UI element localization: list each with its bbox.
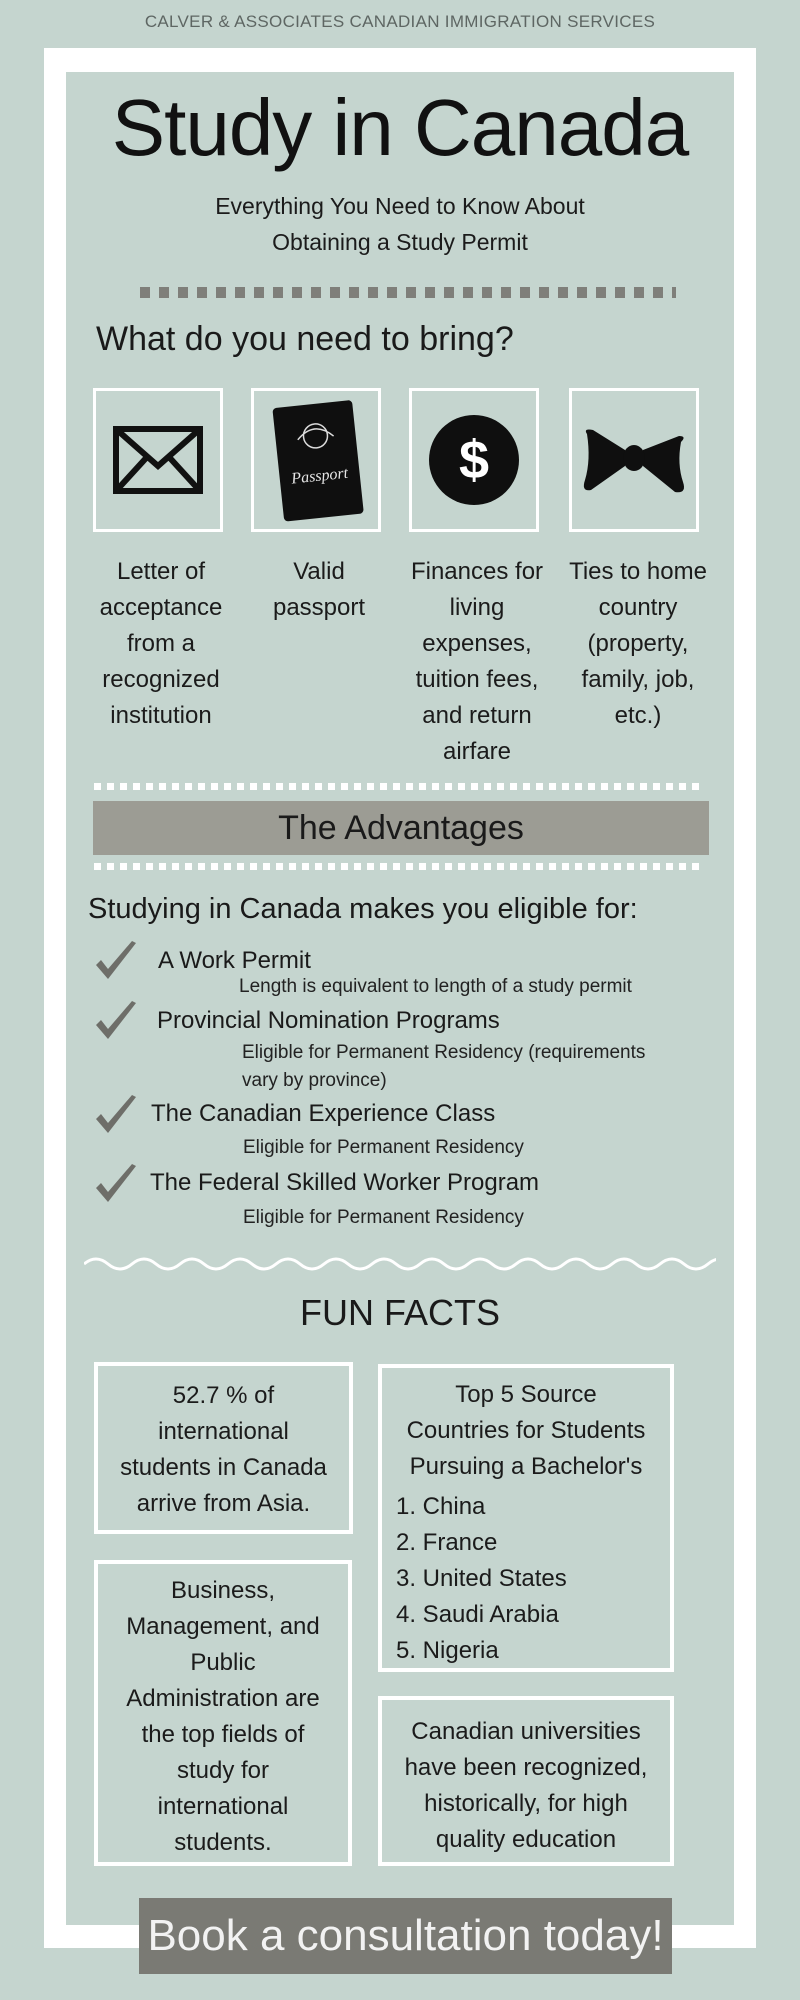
list-item: 2. France: [396, 1529, 498, 1556]
checkmark-icon: [92, 999, 140, 1047]
svg-text:Passport: Passport: [290, 464, 349, 488]
white-dotted-divider-bottom: [94, 863, 702, 870]
fact-box-quality: Canadian universities have been recognized, historically, for high quality education: [378, 1696, 674, 1866]
top-countries-list: [396, 1489, 670, 1669]
bring-label-finances: Finances for living expenses, tuition fees, and return airfare: [410, 558, 544, 765]
advantage-title-provincial: Provincial Nomination Programs: [157, 1007, 500, 1034]
passport-icon: [266, 398, 366, 522]
bow-tie-icon: [579, 420, 689, 500]
list-item: 3. United States: [396, 1565, 567, 1592]
fun-facts-heading: FUN FACTS: [299, 1292, 500, 1333]
page-title: Study in Canada: [111, 83, 689, 172]
bring-label-ties: Ties to home country (property, family, job, etc.): [569, 558, 707, 729]
advantage-sub-experience-class: Eligible for Permanent Residency: [243, 1137, 524, 1158]
bow-tie-box: [569, 388, 699, 532]
book-consultation-button[interactable]: Book a consultation today!: [139, 1898, 672, 1974]
wavy-divider: [84, 1252, 716, 1276]
fact-box-top-countries: Top 5 Source Countries for Students Pursuing a Bachelor's 1. China 2. France 3. United States 4. Saudi Arabia 5. Nigeria: [378, 1364, 674, 1672]
dollar-box: [409, 388, 539, 532]
dollar-icon: [428, 414, 520, 506]
advantage-title-skilled-worker: The Federal Skilled Worker Program: [150, 1169, 540, 1196]
subtitle-line-2: Obtaining a Study Permit: [272, 229, 528, 255]
bring-heading: What do you need to bring?: [96, 320, 514, 358]
page-subtitle: [66, 188, 734, 260]
checkmark-icon: [92, 939, 140, 987]
bring-label-passport: Valid passport: [272, 558, 366, 621]
svg-text:$: $: [458, 430, 490, 490]
advantage-sub-skilled-worker: Eligible for Permanent Residency: [243, 1207, 524, 1228]
list-item: 4. Saudi Arabia: [396, 1601, 559, 1628]
fact-box-fields: Business, Management, and Public Administration are the top fields of study for international students.: [94, 1560, 352, 1866]
dotted-divider: [140, 287, 676, 298]
envelope-icon: [113, 426, 203, 494]
passport-box: [251, 388, 381, 532]
list-item: 1. China: [396, 1493, 486, 1520]
list-item: 5. Nigeria: [396, 1637, 499, 1664]
white-dotted-divider-top: [94, 783, 702, 790]
advantage-title-experience-class: The Canadian Experience Class: [151, 1100, 496, 1127]
advantage-title-work-permit: A Work Permit: [158, 947, 311, 974]
subtitle-line-1: Everything You Need to Know About: [215, 193, 585, 219]
checkmark-icon: [92, 1162, 140, 1210]
agency-caption: CALVER & ASSOCIATES CANADIAN IMMIGRATION SERVICES: [144, 12, 656, 31]
advantages-intro: Studying in Canada makes you eligible for:: [88, 893, 638, 925]
checkmark-icon: [92, 1093, 140, 1141]
envelope-box: [93, 388, 223, 532]
fact-box-asia: 52.7 % of international students in Canada arrive from Asia.: [94, 1362, 353, 1534]
advantage-sub-provincial: Eligible for Permanent Residency (requirements vary by province): [242, 1042, 646, 1091]
advantages-banner: The Advantages: [93, 801, 709, 855]
advantage-sub-work-permit: Length is equivalent to length of a study permit: [239, 976, 632, 997]
bring-label-acceptance: Letter of acceptance from a recognized institution: [99, 558, 223, 729]
